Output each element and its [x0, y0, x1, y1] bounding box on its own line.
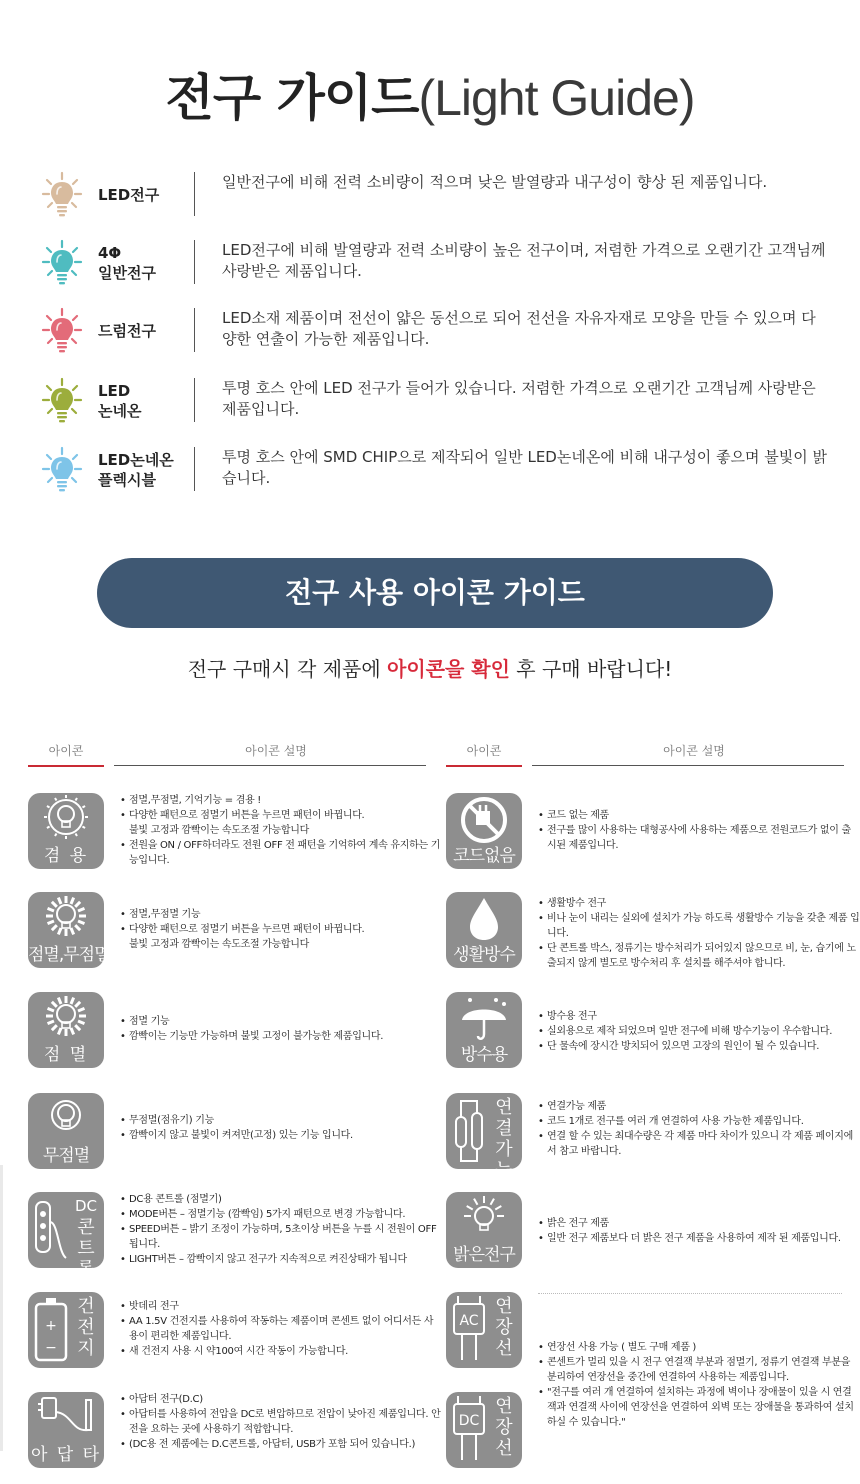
bulb-name	[98, 306, 188, 356]
bulb-name	[98, 170, 188, 220]
dc-extension-icon	[446, 1392, 522, 1468]
icon-label: 아 답 타	[30, 1445, 102, 1465]
svg-text:+: +	[45, 1318, 57, 1334]
icon-label: 방수용	[460, 1045, 508, 1065]
bulb-name-line: 드럼전구	[98, 322, 156, 340]
description-line: • 다양한 패턴으로 점멸기 버튼을 누르면 패턴이 바뀝니다. 불빛 고정과 깜빡이는 속도조절 가능합니다	[120, 808, 442, 838]
icon-label: 코드없음	[453, 846, 515, 866]
no-cord-icon	[446, 793, 522, 869]
header-desc: 아이콘 설명	[245, 744, 307, 758]
bulb-description: LED전구에 비해 발열량과 전력 소비량이 높은 전구이며, 저렴한 가격으로 오랜기간 고객님께 사랑받은 제품입니다.	[222, 241, 826, 280]
bulb-name	[98, 445, 188, 495]
description-line: • 밧데리 전구	[120, 1299, 442, 1314]
description-line: • 깜빡이는 기능만 가능하며 불빛 고정이 불가능한 제품입니다.	[120, 1029, 442, 1044]
icon-side-char: 콘	[77, 1217, 95, 1238]
icon-table-left	[28, 742, 441, 1465]
icon-description	[120, 1299, 442, 1359]
icon-label: 점멸,무점멸	[28, 945, 110, 965]
blink-nonblink-icon	[28, 892, 110, 968]
description-line: • 전원을 ON / OFF하더라도 전원 OFF 전 패턴을 기억하여 계속 유지하는 기능입니다.	[120, 838, 442, 868]
battery-icon	[28, 1292, 104, 1368]
description-line: • 점멸 기능	[120, 1014, 442, 1029]
icon-guide-banner: 전구 사용 아이콘 가이드	[97, 558, 773, 628]
bulb-name-line: LED논네온	[98, 451, 174, 469]
icon-description	[120, 793, 442, 868]
description-line: • 생활방수 전구	[538, 896, 860, 911]
bulb-description: LED소재 제품이며 전선이 얇은 동선으로 되어 전선을 자유자재로 모양을 만들 수 있으며 다양한 연출이 가능한 제품입니다.	[222, 309, 816, 348]
description-line: • 새 건전지 사용 시 약100여 시간 작동이 가능합니다.	[120, 1344, 442, 1359]
description-line: • SPEED버튼 – 밝기 조정이 가능하며, 5초이상 버튼을 누를 시 전원이 OFF 됩니다.	[120, 1222, 442, 1252]
bulb-name-line: 4Φ	[98, 244, 122, 262]
svg-text:DC: DC	[458, 1413, 480, 1429]
icon-description	[538, 1009, 860, 1054]
description-line: • 무점멸(점유기) 기능	[120, 1113, 442, 1128]
description-line: • MODE버튼 – 점멸기능 (깜빡임) 5가지 패턴으로 변경 가능합니다.	[120, 1207, 442, 1222]
table-header	[28, 742, 438, 770]
ac-extension-icon	[446, 1292, 522, 1368]
lightbulb-icon	[40, 376, 84, 426]
description-line: • 아답터 전구(D.C)	[120, 1392, 442, 1407]
svg-text:−: −	[45, 1340, 57, 1356]
title-ko: 전구 가이드	[165, 69, 419, 127]
header-icon: 아이콘	[48, 744, 84, 758]
edge-mark	[0, 1165, 3, 1451]
icon-description	[538, 1340, 860, 1430]
bulb-description: 투명 호스 안에 SMD CHIP으로 제작되어 일반 LED논네온에 비해 내구성이 좋으며 불빛이 밝습니다.	[222, 448, 828, 487]
table-header	[446, 742, 856, 770]
description-line: • 밝은 전구 제품	[538, 1216, 860, 1231]
description-line: • 단 콘트롤 박스, 정류기는 방수처리가 되어있지 않으므로 비, 눈, 습기에 노출되지 않게 별도로 방수처리 후 설치를 해주셔야 합니다.	[538, 941, 860, 971]
bulb-name-line: LED	[98, 382, 131, 400]
icon-side-label	[490, 1396, 518, 1459]
icon-side-label	[490, 1097, 518, 1181]
description-line: • 연결 할 수 있는 최대수량은 각 제품 마다 차이가 있으니 각 제품 페이지에서 참고 바랍니다.	[538, 1129, 860, 1159]
description-line: • 연장선 사용 가능 ( 별도 구매 제품 )	[538, 1340, 860, 1355]
icon-side-char: 결	[495, 1118, 513, 1139]
title-en: (Light Guide)	[418, 70, 695, 126]
bulb-row	[0, 376, 860, 432]
icon-side-char: DC	[74, 1197, 98, 1215]
dc-controller-icon	[28, 1192, 104, 1280]
header-icon-underline	[446, 765, 522, 767]
purchase-notice	[0, 653, 860, 682]
bulb-row	[0, 306, 860, 362]
bulb-divider	[194, 378, 195, 422]
bulb-description: 투명 호스 안에 LED 전구가 들어가 있습니다. 저렴한 가격으로 오랜기간 고객님께 사랑받은 제품입니다.	[222, 379, 816, 418]
dotted-divider	[538, 1293, 842, 1294]
icon-side-char: 건	[77, 1296, 95, 1317]
icon-description	[120, 1014, 442, 1044]
icon-label: 겸 용	[43, 846, 89, 866]
description-line: • 방수용 전구	[538, 1009, 860, 1024]
icon-side-char: 트	[77, 1238, 95, 1259]
icon-description	[120, 1392, 442, 1452]
description-line: • 코드 없는 제품	[538, 808, 860, 823]
non-blink-icon	[28, 1093, 104, 1169]
icon-label: 점 멸	[43, 1045, 89, 1065]
description-line: • 코드 1개로 전구를 여러 개 연결하여 사용 가능한 제품입니다.	[538, 1114, 860, 1129]
icon-side-label	[72, 1196, 100, 1280]
description-line: • 일반 전구 제품보다 더 밝은 전구 제품을 사용하여 제작 된 제품입니다.	[538, 1231, 860, 1246]
adapter-icon	[28, 1392, 104, 1468]
header-icon-underline	[28, 765, 104, 767]
icon-label: 무점멸	[42, 1146, 90, 1166]
description-line: • 비나 눈이 내리는 실외에 설치가 가능 하도록 생활방수 기능을 갖춘 제품 입니다.	[538, 911, 860, 941]
icon-side-char: 가	[495, 1139, 513, 1160]
bulb-row	[0, 445, 860, 501]
lightbulb-icon	[40, 170, 84, 220]
umbrella-icon	[446, 992, 522, 1068]
notice-after: 후 구매 바랍니다!	[509, 657, 673, 681]
page-title	[0, 58, 860, 130]
description-line: • "전구를 여러 개 연결하여 설치하는 과정에 벽이나 장애물이 있을 시 연결잭과 연결잭 사이에 연장선을 연결하여 외벽 또는 장애물을 통과하여 설치 하실 수 있습니다."	[538, 1385, 860, 1430]
icon-side-char: 선	[495, 1438, 513, 1459]
bulb-name	[98, 238, 188, 288]
bright-bulb-icon	[446, 1192, 522, 1268]
description-line: • 점멸,무점멸, 기억기능 = 겸용 !	[120, 793, 442, 808]
lightbulb-icon	[40, 238, 84, 288]
icon-description	[538, 1099, 860, 1159]
icon-label: 밝은전구	[453, 1245, 515, 1265]
header-desc-underline	[532, 765, 844, 766]
blink-icon	[28, 992, 104, 1068]
icon-table-right	[446, 742, 860, 1459]
icon-description	[120, 907, 442, 952]
notice-highlight: 아이콘을 확인	[387, 657, 510, 681]
icon-side-char: 연	[495, 1396, 513, 1417]
lightbulb-icon	[40, 445, 84, 495]
description-line: • (DC용 전 제품에는 D.C콘트롤, 아답터, USB가 포함 되어 있습니다.)	[120, 1437, 442, 1452]
icon-side-label	[490, 1296, 518, 1359]
bulb-name-line: 논네온	[98, 402, 142, 420]
bulb-divider	[194, 447, 195, 491]
icon-side-char: 롤	[77, 1259, 95, 1280]
water-drop-icon	[446, 892, 522, 968]
header-icon: 아이콘	[466, 744, 502, 758]
description-line: • 다양한 패턴으로 점멸기 버튼을 누르면 패턴이 바뀝니다. 불빛 고정과 깜빡이는 속도조절 가능합니다	[120, 922, 442, 952]
combined-icon	[28, 793, 104, 869]
bulb-description: 일반전구에 비해 전력 소비량이 적으며 낮은 발열량과 내구성이 향상 된 제품입니다.	[222, 173, 768, 191]
icon-side-char: 장	[495, 1417, 513, 1438]
bulb-divider	[194, 240, 195, 284]
bulb-row	[0, 238, 860, 294]
icon-description	[120, 1192, 442, 1267]
icon-side-char: 연	[495, 1296, 513, 1317]
connectable-icon	[446, 1093, 522, 1181]
bulb-divider	[194, 172, 195, 216]
icon-description	[538, 808, 860, 853]
description-line: • 연결가능 제품	[538, 1099, 860, 1114]
bulb-name	[98, 376, 188, 426]
bulb-divider	[194, 308, 195, 352]
icon-side-char: 지	[77, 1338, 95, 1359]
bulb-row	[0, 170, 860, 226]
icon-side-char: 능	[495, 1160, 513, 1181]
bulb-name-line: LED전구	[98, 186, 160, 204]
svg-text:AC: AC	[459, 1313, 479, 1329]
bulb-name-line: 일반전구	[98, 264, 156, 282]
description-line: • 실외용으로 제작 되었으며 일반 전구에 비해 방수기능이 우수합니다.	[538, 1024, 860, 1039]
description-line: • 아답터를 사용하여 전압을 DC로 변압하므로 전압이 낮아진 제품입니다. 안전을 요하는 곳에 사용하기 적합합니다.	[120, 1407, 442, 1437]
notice-before: 전구 구매시 각 제품에	[187, 657, 388, 681]
icon-side-char: 장	[495, 1317, 513, 1338]
description-line: • 점멸,무점멸 기능	[120, 907, 442, 922]
icon-description	[538, 896, 860, 971]
icon-side-label	[72, 1296, 100, 1359]
icon-side-char: 선	[495, 1338, 513, 1359]
description-line: • AA 1.5V 건전지를 사용하여 작동하는 제품이며 콘센트 없이 어디서든 사용이 편리한 제품입니다.	[120, 1314, 442, 1344]
icon-description	[538, 1216, 860, 1246]
icon-label: 생활방수	[453, 945, 515, 965]
header-desc-underline	[114, 765, 426, 766]
icon-description	[120, 1113, 442, 1143]
description-line: • LIGHT버튼 – 깜빡이지 않고 전구가 지속적으로 켜진상태가 됩니다	[120, 1252, 442, 1267]
description-line: • 단 물속에 장시간 방치되어 있으면 고장의 원인이 될 수 있습니다.	[538, 1039, 860, 1054]
description-line: • 콘센트가 멀리 있을 시 전구 연결잭 부분과 점멸기, 정류기 연결잭 부분을 분리하여 연장선을 중간에 연결하여 사용하는 제품입니다.	[538, 1355, 860, 1385]
description-line: • 깜빡이지 않고 불빛이 켜져만(고정) 있는 기능 입니다.	[120, 1128, 442, 1143]
icon-side-char: 전	[77, 1317, 95, 1338]
bulb-name-line: 플렉시블	[98, 471, 156, 489]
description-line: • 전구를 많이 사용하는 대형공사에 사용하는 제품으로 전원코드가 없이 출시된 제품입니다.	[538, 823, 860, 853]
icon-side-char: 연	[495, 1097, 513, 1118]
description-line: • DC용 콘트롤 (점멸기)	[120, 1192, 442, 1207]
lightbulb-icon	[40, 306, 84, 356]
header-desc: 아이콘 설명	[663, 744, 725, 758]
